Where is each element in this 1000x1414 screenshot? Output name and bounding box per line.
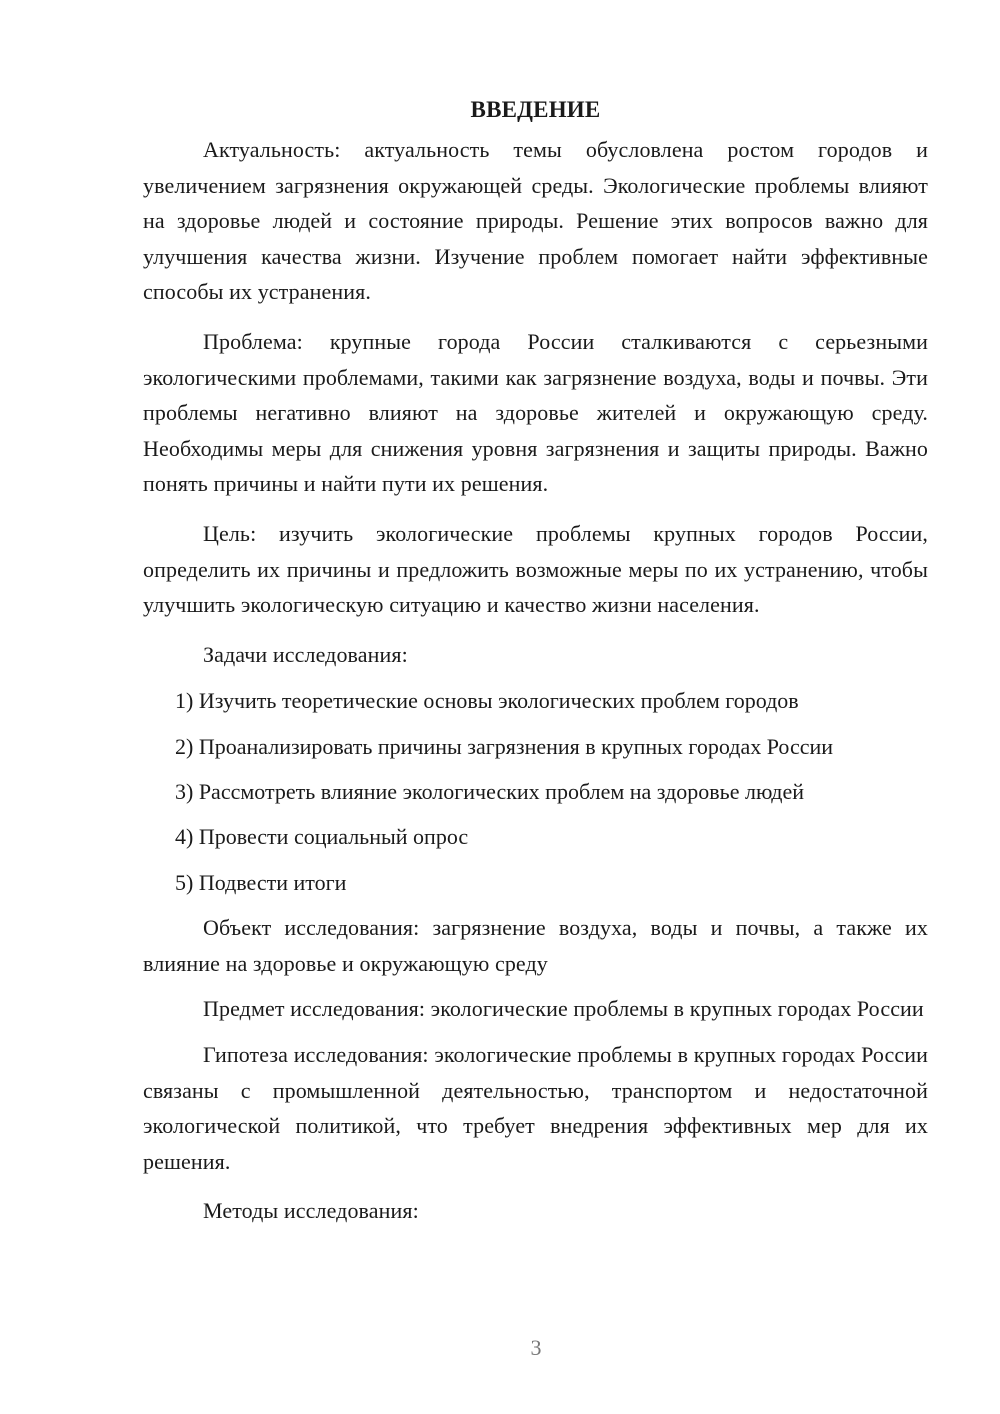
task-item: 5) Подвести итоги (175, 869, 347, 895)
page-content (143, 92, 928, 1240)
methods-label: Методы исследования: (203, 1198, 419, 1224)
task-item: 1) Изучить теоретические основы экологических проблем городов (175, 688, 799, 714)
task-item: 2) Проанализировать причины загрязнения в крупных городах России (175, 733, 834, 759)
tasks-list (143, 683, 928, 900)
tasks-label: Задачи исследования: (203, 641, 408, 667)
subject-paragraph: Предмет исследования: экологические проблемы в крупных городах России (203, 996, 924, 1022)
page-title: ВВЕДЕНИЕ (470, 97, 601, 122)
relevance-paragraph: Актуальность: актуальность темы обусловлена ростом городов и увеличением загрязнения окружающей среды. Экологические проблемы влияют на здоровье людей и состояние природы. Решение этих вопросов важно для улучшения качества жизни. Изучение проблем помогает найти эффективные способы их устранения. (143, 137, 928, 305)
goal-paragraph: Цель: изучить экологические проблемы крупных городов России, определить их причины и предложить возможные меры по их устранению, чтобы улучшить экологическую ситуацию и качество жизни населения. (143, 520, 928, 618)
page-number: 3 (530, 1335, 542, 1360)
task-item: 3) Рассмотреть влияние экологических проблем на здоровье людей (175, 779, 804, 805)
object-paragraph: Объект исследования: загрязнение воздуха, воды и почвы, а также их влияние на здоровье и окружающую среду (143, 915, 928, 976)
problem-paragraph: Проблема: крупные города России сталкиваются с серьезными экологическими проблемами, такими как загрязнение воздуха, воды и почвы. Эти проблемы негативно влияют на здоровье жителей и окружающую среду. Необходимы меры для снижения уровня загрязнения и защиты природы. Важно понять причины и найти пути их решения. (143, 328, 928, 497)
hypothesis-paragraph: Гипотеза исследования: экологические проблемы в крупных городах России связаны с промышленной деятельностью, транспортом и недостаточной экологической политикой, что требует внедрения эффективных мер для их решения. (143, 1042, 928, 1174)
task-item: 4) Провести социальный опрос (175, 824, 469, 850)
